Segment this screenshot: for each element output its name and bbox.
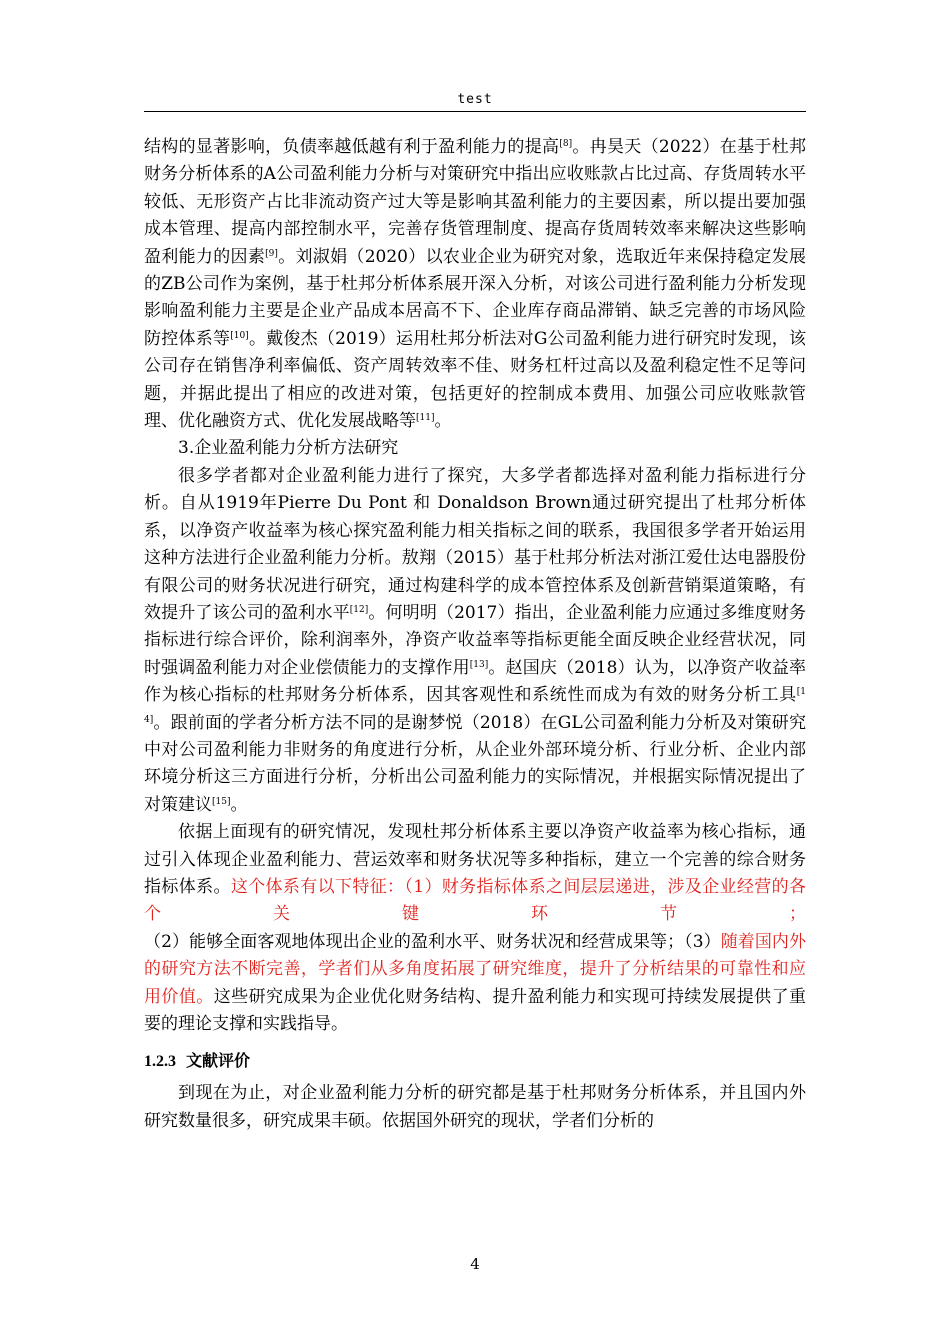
text: 。跟前面的学者分析方法不同的是谢梦悦（2018）在GL公司盈利能力分析及对策研究中对公司盈利能力非财务的角度进行分析，从企业外部环境分析、行业分析、企业内部环境分析这三方面进行分析，分析出公司盈利能力的实际情况，并根据实际情况提出了对策建议 <box>144 712 806 815</box>
paragraph-1 <box>144 134 806 435</box>
text: 依据上面现有的研究情况，发现杜邦分析体系主要以净资产收益率为核心指标，通过引入体现企业盈利能力、营运效率和财务状况等多种指标，建立一个完善的综合财务指标体系。 <box>144 822 806 897</box>
citation: [12] <box>349 604 369 615</box>
header-rule <box>144 111 806 112</box>
text: 。 <box>434 411 452 432</box>
citation: [15] <box>212 796 231 807</box>
text: （2）能够全面客观地体现出企业的盈利水平、财务状况和经营成果等；（3） <box>144 931 721 952</box>
citation: [11] <box>416 413 435 424</box>
paragraph-3 <box>144 819 806 1038</box>
highlighted-text: 随着国内外的研究方法不断完善，学者们从多角度拓展了研究维度，提升了分析结果的可靠性和应用价值。 <box>144 931 806 1007</box>
text: 很多学者都对企业盈利能力进行了探究，大多学者都选择对盈利能力指标进行分析。自从1919年Pierre Du Pont 和 Donaldson Brown通过研究提出了杜邦分析体系，以净资产收益率为核心探究盈利能力相关指标之间的联系，我国很多学者开始运用这种方法进行企业盈利能力分析。敖翔（2015）基于杜邦分析法对浙江爱仕达电器股份有限公司的财务状况进行研究，通过构建科学的成本管控体系及创新营销渠道策略，有效提升了该公司的盈利水平 <box>144 465 806 623</box>
page-number: 4 <box>470 1255 480 1273</box>
citation: [8] <box>559 139 573 149</box>
citation: [9] <box>265 248 278 259</box>
text: 。戴俊杰（2019）运用杜邦分析法对G公司盈利能力进行研究时发现，该公司存在销售净利率偏低、资产周转效率不佳、财务杠杆过高以及盈利稳定性不足等问题，并据此提出了相应的改进对策，包括更好的控制成本费用、加强公司应收账款管理、优化融资方式、优化发展战略等 <box>144 328 807 432</box>
text: 。赵国庆（2018）认为，以净资产收益率作为核心指标的杜邦财务分析体系，因其客观性和系统性而成为有效的财务分析工具 <box>144 657 807 706</box>
text: 。冉昊天（2022）在基于杜邦财务分析体系的A公司盈利能力分析与对策研究中指出应收账款占比过高、存货周转水平较低、无形资产占比非流动资产过大等是影响其盈利能力的主要因素，所以提出要加强成本管理、提高内部控制水平，完善存货管理制度、提高存货周转效率来解决这些影响盈利能力的因素 <box>144 137 807 267</box>
citation: [13] <box>469 659 489 670</box>
section-heading <box>144 1049 806 1074</box>
citation: [14] <box>144 687 806 725</box>
text: 到现在为止，对企业盈利能力分析的研究都是基于杜邦财务分析体系，并且国内外研究数量很多，研究成果丰硕。依据国外研究的现状，学者们分析的 <box>144 1083 806 1131</box>
text: 。刘淑娟（2020）以农业企业为研究对象，选取近年来保持稳定发展的ZB公司作为案例，基于杜邦分析体系展开深入分析，对该公司进行盈利能力分析发现影响盈利能力主要是企业产品成本居高不下、企业库存商品滞销、缺乏完善的市场风险防控体系等 <box>144 246 807 349</box>
highlighted-text: 这个体系有以下特征：（1）财务指标体系之间层层递进，涉及企业经营的各个关键环节； <box>144 876 806 925</box>
text: 结构的显著影响，负债率越低越有利于盈利能力的提高 <box>144 137 560 157</box>
section-number: 1.2.3 <box>144 1053 176 1071</box>
text: 。何明明（2017）指出，企业盈利能力应通过多维度财务指标进行综合评价，除利润率外，净资产收益率等指标更能全面反映企业经营状况，同时强调盈利能力对企业偿债能力的支撑作用 <box>144 602 806 678</box>
paragraph-4 <box>144 1080 806 1135</box>
section-title: 文献评价 <box>186 1051 251 1071</box>
paragraph-2 <box>144 463 806 819</box>
text: 这些研究成果为企业优化财务结构、提升盈利能力和实现可持续发展提供了重要的理论支撑和实践指导。 <box>144 986 807 1034</box>
text: 。 <box>230 794 248 815</box>
citation: [10] <box>230 330 249 341</box>
page-header: test <box>457 92 493 107</box>
page-body <box>144 134 806 1135</box>
subheading: 3.企业盈利能力分析方法研究 <box>178 438 399 459</box>
